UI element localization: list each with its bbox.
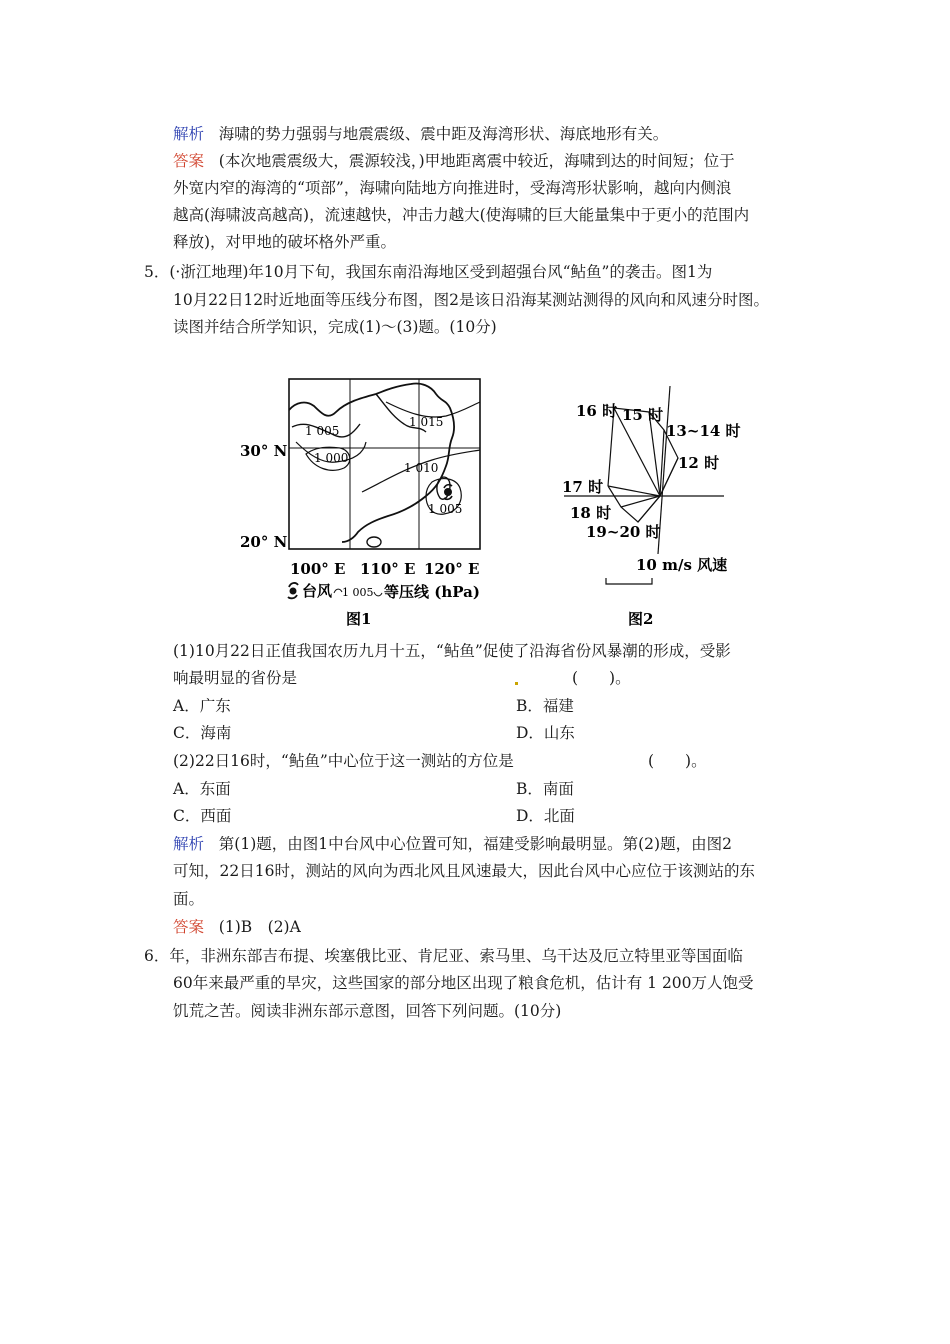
time-label: 19~20 时 [586, 523, 661, 541]
longitude-label: 110° E [360, 560, 416, 578]
sub1-line-2: 响最明显的省份是 [173, 669, 298, 687]
legend-isobar: 等压线 (hPa) [384, 583, 480, 601]
typhoon-legend-icon [290, 588, 297, 595]
q4-answer-line-3: 越高(海啸波高越高)，流速越快，冲击力越大(使海啸的巨大能量集中于更小的范围内 [173, 206, 750, 224]
q4-answer-line-2: 外宽内窄的海湾的“项部”，海啸向陆地方向推进时，受海湾形状影响，越向内侧浪 [173, 179, 732, 197]
time-label: 12 时 [678, 454, 720, 472]
q5-stem-line-3: 读图并结合所学知识，完成(1)～(3)题。(10分) [173, 318, 497, 336]
figure-1-isobar-map [236, 372, 526, 634]
isobar-label: 1 010 [404, 461, 439, 475]
sub1-bracket: ( )。 [572, 669, 631, 687]
q6-line-3: 饥荒之苦。阅读非洲东部示意图，回答下列问题。(10分) [173, 1002, 562, 1020]
option-b: B．南面 [516, 780, 574, 798]
q5-stem-text: (·浙江地理)年10月下旬，我国东南沿海地区受到超强台风“鲇鱼”的袭击。图1为 [169, 263, 713, 281]
option-a: A．广东 [173, 697, 231, 715]
q5-analysis-line-1 [173, 834, 732, 854]
option-c: C．海南 [173, 724, 232, 742]
option-c: C．西面 [173, 807, 232, 825]
q5-analysis-line-2: 可知，22日16时，测站的风向为西北风且风速最大，因此台风中心应位于该测站的东 [173, 862, 755, 880]
isobar-label: 1 005 [305, 424, 340, 438]
time-label: 15 时 [622, 406, 664, 424]
time-label: 18 时 [570, 504, 612, 522]
latitude-label: 30° N [240, 442, 288, 460]
scale-bar [606, 578, 652, 584]
question-number: 5． [144, 263, 170, 281]
q4-answer-line-1 [173, 151, 735, 171]
q4-answer-line-4: 释放)，对甲地的破坏格外严重。 [173, 233, 397, 251]
typhoon-icon [444, 488, 452, 496]
longitude-label: 100° E [290, 560, 346, 578]
q4-analysis-line [173, 124, 668, 144]
time-label: 13~14 时 [666, 422, 741, 440]
sub1-line-1: (1)10月22日正值我国农历九月十五，“鲇鱼”促使了沿海省份风暴潮的形成，受影 [173, 642, 731, 660]
scale-label: 10 m/s 风速 [636, 556, 728, 574]
answer-text: (本次地震震级大，震源较浅，)甲地距离震中较近，海啸到达的时间短；位于 [218, 152, 735, 170]
q5-stem-line-1 [144, 262, 712, 282]
analysis-text: 海啸的势力强弱与地震震级、震中距及海湾形状、海底地形有关。 [218, 125, 669, 143]
isobar-label: 1 000 [314, 451, 349, 465]
isobar-label: 1 005 [428, 502, 463, 516]
option-d: D．山东 [516, 724, 575, 742]
q5-analysis-line-3: 面。 [173, 890, 205, 908]
option-a: A．东面 [173, 780, 231, 798]
latitude-label: 20° N [240, 533, 288, 551]
figure-2-caption: 图2 [628, 610, 654, 628]
option-d: D．北面 [516, 807, 575, 825]
analysis-text: 第(1)题，由图1中台风中心位置可知，福建受影响最明显。第(2)题，由图2 [218, 835, 732, 853]
q6-text: 年，非洲东部吉布提、埃塞俄比亚、肯尼亚、索马里、乌干达及厄立特里亚等国面临 [169, 947, 743, 965]
question-number: 6． [144, 947, 170, 965]
option-b: B．福建 [516, 697, 574, 715]
q5-answer-line [173, 917, 301, 937]
isobar-label: 1 015 [409, 415, 444, 429]
q6-line-1 [144, 946, 743, 966]
analysis-label: 解析 [173, 125, 205, 143]
time-label: 16 时 [576, 402, 618, 420]
sub2-bracket: ( )。 [648, 752, 707, 770]
q5-stem-line-2: 10月22日12时近地面等压线分布图，图2是该日沿海某测站测得的风向和风速分时图。 [173, 291, 770, 309]
legend-typhoon: 台风 [302, 582, 333, 600]
sub2-stem: (2)22日16时，“鲇鱼”中心位于这一测站的方位是 [173, 752, 514, 770]
answer-label: 答案 [173, 152, 205, 170]
answer-label: 答案 [173, 918, 205, 936]
longitude-label: 120° E [424, 560, 480, 578]
figure-2-wind-diagram [556, 372, 746, 634]
time-label: 17 时 [562, 478, 604, 496]
answer-text: (1)B (2)A [218, 918, 301, 936]
stray-mark [515, 682, 518, 685]
analysis-label: 解析 [173, 835, 205, 853]
q6-line-2: 60年来最严重的旱灾，这些国家的部分地区出现了粮食危机，估计有 1 200万人饱受 [173, 974, 754, 992]
figure-1-caption: 图1 [346, 610, 372, 628]
legend-isobar-sample: 1 005 [342, 586, 374, 599]
